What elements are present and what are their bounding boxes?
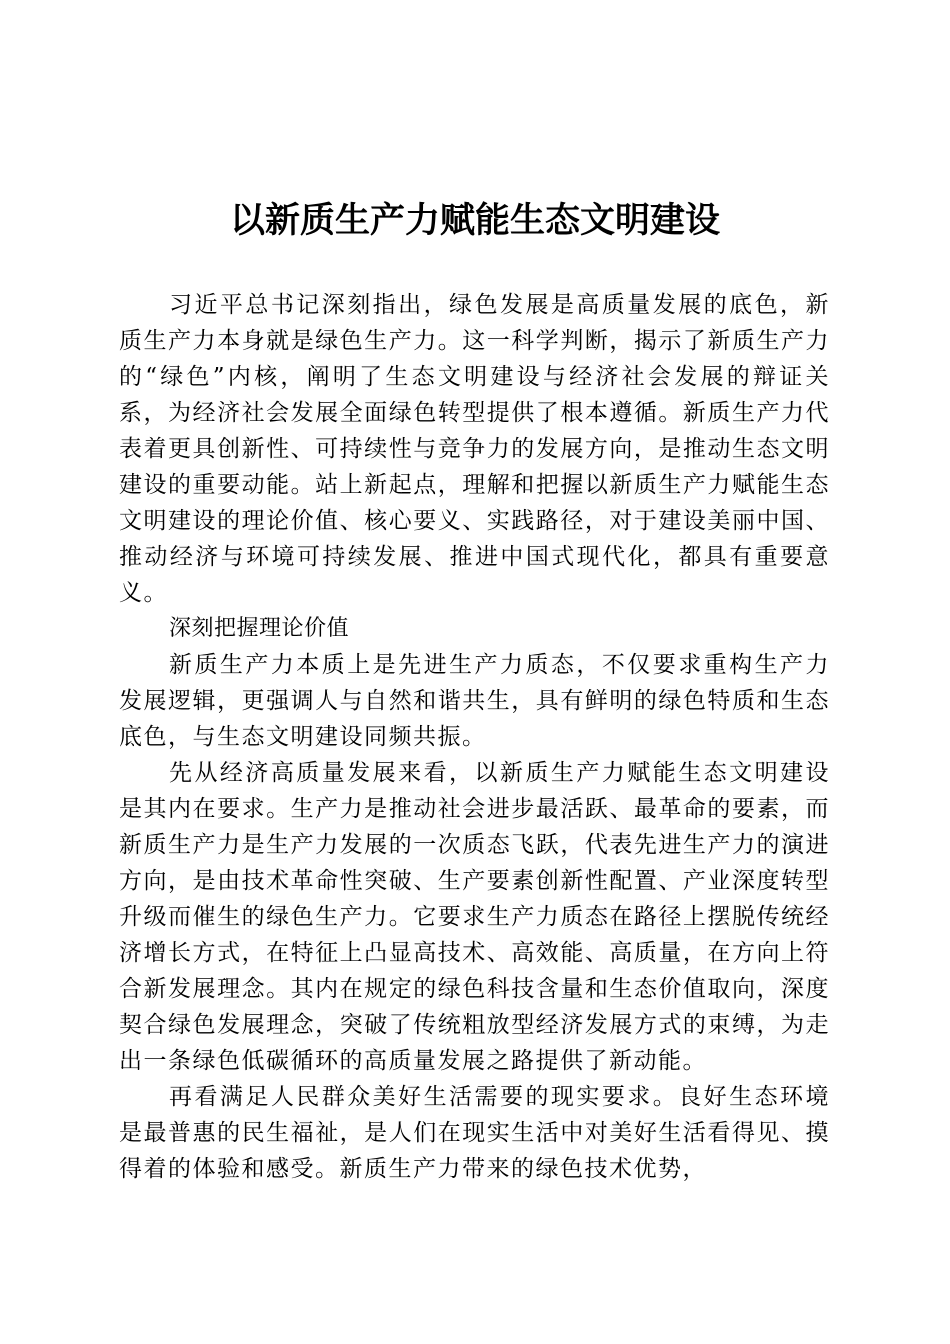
section-paragraph-2: 先从经济高质量发展来看，以新质生产力赋能生态文明建设是其内在要求。生产力是推动社会进步最活跃、最革命的要素，而新质生产力是生产力发展的一次质态飞跃，代表先进生产力的演进方向，是由技术革命性突破、生产要素创新性配置、产业深度转型升级而催生的绿色生产力。它要求生产力质态在路径上摆脱传统经济增长方式，在特征上凸显高技术、高效能、高质量，在方向上符合新发展理念。其内在规定的绿色科技含量和生态价值取向，深度契合绿色发展理念，突破了传统粗放型经济发展方式的束缚，为走出一条绿色低碳循环的高质量发展之路提供了新动能。 [119,760,830,1074]
section-paragraph-3: 再看满足人民群众美好生活需要的现实要求。良好生态环境是最普惠的民生福祉，是人们在现实生活中对美好生活看得见、摸得着的体验和感受。新质生产力带来的绿色技术优势， [119,1084,830,1182]
intro-paragraph: 习近平总书记深刻指出，绿色发展是高质量发展的底色，新质生产力本身就是绿色生产力。这一科学判断，揭示了新质生产力的“绿色”内核，阐明了生态文明建设与经济社会发展的辩证关系，为经济社会发展全面绿色转型提供了根本遵循。新质生产力代表着更具创新性、可持续性与竞争力的发展方向，是推动生态文明建设的重要动能。站上新起点，理解和把握以新质生产力赋能生态文明建设的理论价值、核心要义、实践路径，对于建设美丽中国、推动经济与环境可持续发展、推进中国式现代化，都具有重要意义。 [119,292,830,606]
document-title: 以新质生产力赋能生态文明建设 [229,200,720,241]
section-paragraph-1: 新质生产力本质上是先进生产力质态，不仅要求重构生产力发展逻辑，更强调人与自然和谐共生，具有鲜明的绿色特质和生态底色，与生态文明建设同频共振。 [119,652,830,750]
section-heading: 深刻把握理论价值 [169,616,350,641]
document-body [119,287,830,1187]
